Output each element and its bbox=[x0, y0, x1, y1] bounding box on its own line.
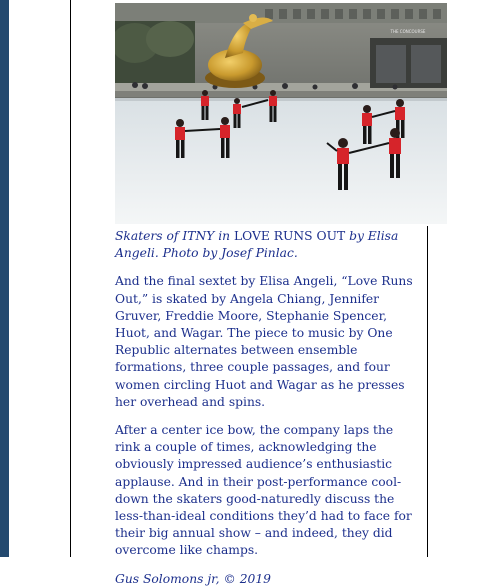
author-credit: Gus Solomons jr, © 2019 bbox=[115, 571, 271, 586]
caption-prefix: Skaters of ITNY in bbox=[115, 229, 234, 243]
caption-suffix: by Elisa Angeli. Photo by Josef Pinlac. bbox=[115, 229, 399, 261]
article-paragraph: And the final sextet by Elisa Angeli, “Love Runs Out,” is skated by Angela Chiang, Jennifer Gruver, Freddie Moore, Stephanie Spencer, Huot, and Wagar. The piece to music by One Republic alternates between ensemble formations, three couple passages, and four women circling Huot and Wagar as he presses her overhead and spins. bbox=[115, 274, 413, 409]
skaters-photo-illustration bbox=[115, 3, 447, 224]
svg-text:THE CONCOURSE: THE CONCOURSE bbox=[390, 29, 426, 34]
page-left-edge bbox=[0, 0, 9, 557]
article-text-column bbox=[115, 228, 419, 588]
photo-caption bbox=[115, 228, 419, 262]
caption-work-title: LOVE RUNS OUT bbox=[234, 229, 346, 243]
column-right-rule bbox=[427, 226, 428, 557]
article-paragraph: After a center ice bow, the company laps the rink a couple of times, acknowledging the obviously impressed audience’s enthusiastic applause. And in their post-performance cool-down the skaters good-naturedly discuss the less-than-ideal conditions they’d had to face for their big annual show – and indeed, they did overcome like champs. bbox=[115, 423, 412, 558]
content-left-rule bbox=[70, 0, 71, 557]
skaters-photo bbox=[115, 3, 447, 224]
